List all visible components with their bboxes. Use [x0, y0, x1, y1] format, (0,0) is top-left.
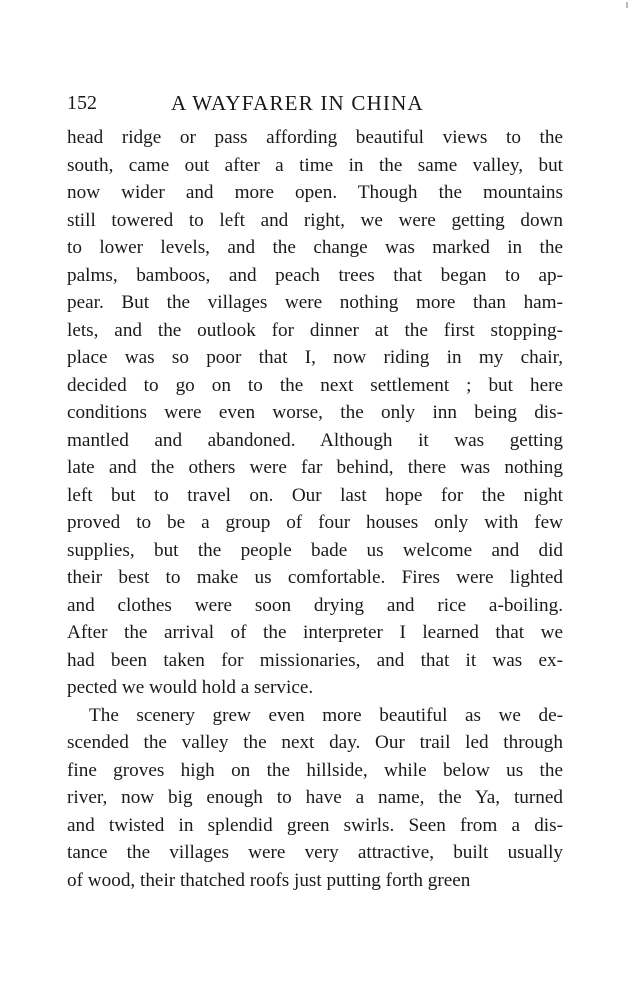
text-line: their best to make us comfortable. Fires were lighted [67, 567, 563, 588]
text-line: to lower levels, and the change was marked in the [67, 237, 563, 258]
text-line: left but to travel on. Our last hope for the night [67, 484, 563, 506]
text-line: still towered to left and right, we were getting down [67, 209, 563, 231]
text-line: head ridge or pass affording beautiful views to the [67, 127, 563, 148]
text-line: now wider and more open. Though the mountains [67, 182, 563, 203]
text-line: supplies, but the people bade us welcome and did [67, 539, 563, 561]
text-line: pear. But the villages were nothing more than ham- [67, 292, 563, 313]
text-line: mantled and abandoned. Although it was getting [67, 429, 563, 451]
text-line: conditions were even worse, the only inn being dis- [67, 402, 563, 423]
text-line: The scenery grew even more beautiful as we de- [89, 704, 563, 726]
text-line: palms, bamboos, and peach trees that began to ap- [67, 264, 563, 286]
book-title: A WAYFARER IN CHINA [171, 91, 424, 115]
text-line: fine groves high on the hillside, while below us the [67, 759, 563, 781]
text-line: After the arrival of the interpreter I learned that we [67, 622, 563, 643]
text-line: had been taken for missionaries, and that it was ex- [67, 649, 563, 671]
text-line: tance the villages were very attractive, built usually [67, 842, 563, 863]
text-line: decided to go on to the next settlement ; but here [67, 374, 563, 396]
text-line: and twisted in splendid green swirls. Seen from a dis- [67, 814, 563, 836]
text-line: place was so poor that I, now riding in my chair, [67, 347, 563, 368]
page-number: 152 [67, 92, 97, 114]
paragraph [67, 124, 563, 702]
text-line: south, came out after a time in the same valley, but [67, 154, 563, 176]
body-text [67, 124, 563, 894]
text-line: lets, and the outlook for dinner at the first stopping- [67, 319, 563, 341]
running-head [67, 88, 567, 118]
text-line: late and the others were far behind, there was nothing [67, 457, 563, 478]
text-line: proved to be a group of four houses only with few [67, 512, 563, 533]
text-line: river, now big enough to have a name, the Ya, turned [67, 787, 563, 808]
text-line: and clothes were soon drying and rice a-boiling. [67, 594, 563, 616]
scan-speck [626, 2, 628, 8]
text-line: pected we would hold a service. [67, 677, 314, 698]
paragraph [67, 702, 563, 895]
text-line: of wood, their thatched roofs just putting forth green [67, 869, 471, 891]
text-line: scended the valley the next day. Our trail led through [67, 732, 563, 753]
